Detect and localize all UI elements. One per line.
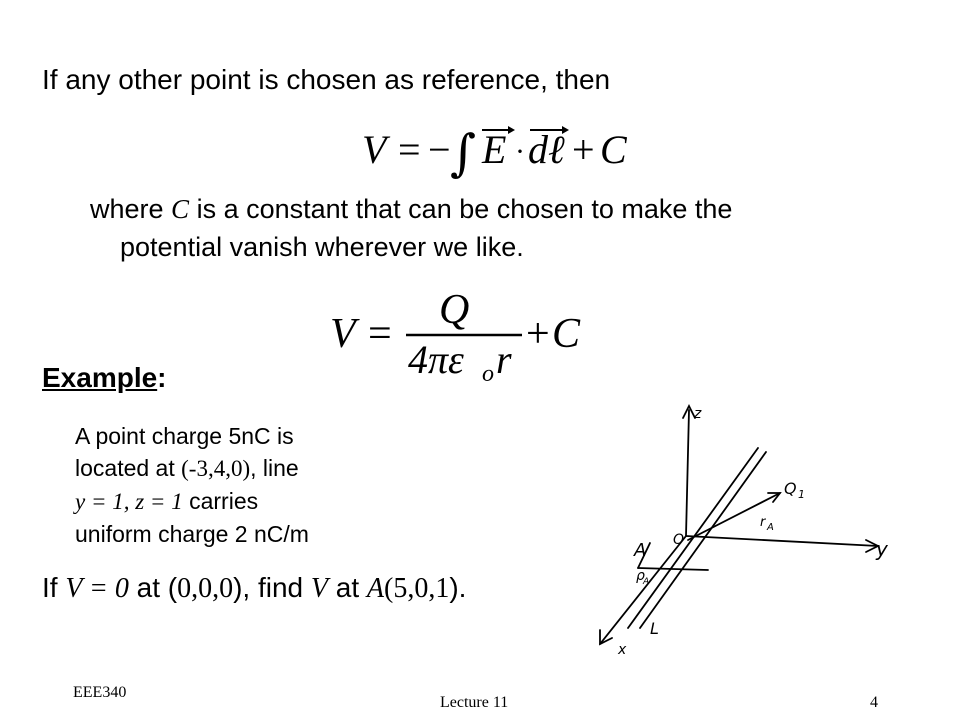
footer-course: EEE340 (73, 684, 127, 701)
label-L: L (650, 619, 659, 638)
eq1-integral: ∫ (450, 124, 477, 182)
example-line-1: A point charge 5nC is (75, 423, 294, 449)
question-A: A (366, 573, 385, 604)
eq1-equals: = (398, 127, 421, 172)
example-line-4: uniform charge 2 nC/m (75, 521, 309, 547)
label-origin: O (673, 532, 685, 548)
example-heading-colon: : (157, 362, 167, 393)
question-part-2: at ( (128, 572, 178, 603)
question-V: V (310, 573, 328, 604)
eq1-dot: · (515, 135, 525, 168)
label-r: r (760, 515, 766, 530)
question-part-1: If (42, 572, 66, 603)
question-reference-condition: V = 0 (65, 573, 129, 604)
example-line-2a: located at (75, 455, 182, 481)
where-text-2: is a constant that can be chosen to make the (189, 194, 733, 224)
footer-lecture: Lecture 11 (440, 694, 509, 711)
example-line-3b: carries (182, 488, 259, 514)
example-line-2c: , line (250, 455, 299, 481)
eq1-vector-arrowhead-E (508, 126, 515, 134)
label-y: y (876, 537, 888, 561)
where-paragraph (90, 190, 890, 266)
coordinate-diagram (570, 398, 930, 660)
label-Q-sub: 1 (798, 488, 805, 501)
eq1-minus: − (428, 127, 451, 172)
eq2-den-4pi-epsilon: 4πε (408, 337, 464, 382)
eq2-numerator: Q (439, 287, 470, 333)
equation-point-charge-potential (330, 285, 590, 385)
example-line-2 (75, 452, 309, 485)
example-heading (42, 362, 167, 394)
eq1-C: C (600, 127, 627, 172)
eq1-dl: dℓ (528, 127, 565, 172)
equation-potential-integral (362, 116, 632, 186)
z-axis (686, 410, 689, 536)
label-z: z (694, 406, 702, 422)
question-part-5: ( (384, 573, 394, 604)
label-x: x (618, 642, 627, 658)
question-part-6: ). (449, 572, 467, 603)
y-axis (686, 536, 878, 546)
footer-page-number: 4 (870, 694, 878, 711)
example-line-3 (75, 485, 309, 518)
where-constant-C: C (171, 194, 190, 224)
rho-A-line (638, 568, 708, 570)
eq1-plus: + (572, 127, 595, 172)
label-rho-sub: A (643, 577, 650, 587)
question-reference-point: 0,0,0 (177, 573, 234, 604)
question-part-4: at (328, 572, 367, 603)
eq2-den-r: r (496, 337, 512, 382)
eq2-lhs: V (330, 311, 356, 357)
label-Q: Q (784, 479, 797, 498)
eq1-lhs: V (362, 127, 387, 172)
where-text-1: where (90, 194, 172, 224)
eq2-C: C (552, 311, 581, 357)
example-description (75, 420, 309, 550)
label-r-sub: A (767, 522, 774, 533)
label-rho: ρ (636, 568, 645, 584)
question-text (42, 572, 466, 605)
where-text-line2: potential vanish wherever we like. (120, 232, 524, 262)
example-line-equation: y = 1, z = 1 (75, 489, 183, 514)
eq2-den-subscript: o (482, 361, 494, 385)
question-target-point: 5,0,1 (393, 573, 450, 604)
intro-text: If any other point is chosen as reference, then (42, 64, 611, 95)
example-heading-text: Example (42, 362, 158, 393)
eq2-equals: = (368, 311, 392, 357)
eq1-E: E (482, 127, 507, 172)
eq2-plus: + (526, 311, 550, 357)
label-A: A (634, 540, 647, 561)
example-charge-location: (-3,4,0) (181, 456, 251, 481)
question-part-3: ), find (233, 572, 311, 603)
